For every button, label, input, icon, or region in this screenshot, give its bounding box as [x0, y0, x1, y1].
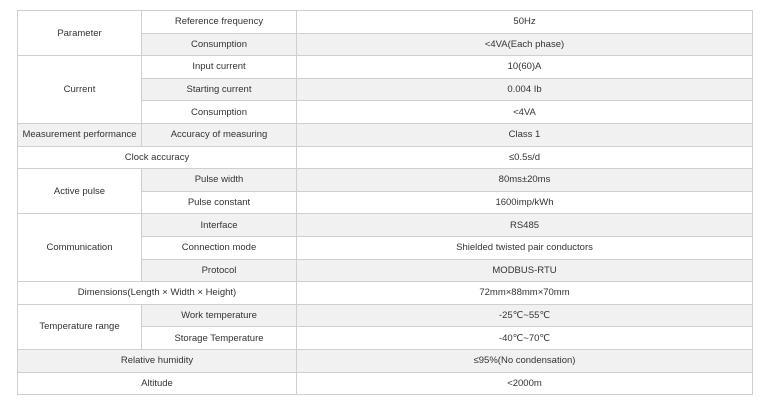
- item-cell: Pulse constant: [142, 191, 297, 214]
- table-row: [18, 169, 753, 192]
- value-cell: <4VA(Each phase): [297, 33, 753, 56]
- value-cell: <2000m: [297, 372, 753, 395]
- group-cell: Active pulse: [18, 169, 142, 214]
- value-cell: <4VA: [297, 101, 753, 124]
- item-cell: Consumption: [142, 33, 297, 56]
- item-cell: Protocol: [142, 259, 297, 282]
- span-label-cell: Dimensions(Length × Width × Height): [18, 282, 297, 305]
- value-cell: 0.004 Ib: [297, 78, 753, 101]
- value-cell: 72mm×88mm×70mm: [297, 282, 753, 305]
- span-label-cell: Altitude: [18, 372, 297, 395]
- table-row: [18, 123, 753, 146]
- value-cell: ≤95%(No condensation): [297, 349, 753, 372]
- item-cell: Interface: [142, 214, 297, 237]
- value-cell: -40℃~70℃: [297, 327, 753, 350]
- item-cell: Reference frequency: [142, 11, 297, 34]
- value-cell: Shielded twisted pair conductors: [297, 236, 753, 259]
- item-cell: Input current: [142, 56, 297, 79]
- value-cell: RS485: [297, 214, 753, 237]
- group-cell: Current: [18, 56, 142, 124]
- table-row: [18, 56, 753, 79]
- item-cell: Work temperature: [142, 304, 297, 327]
- item-cell: Pulse width: [142, 169, 297, 192]
- group-cell: Parameter: [18, 11, 142, 56]
- group-cell: Measurement performance: [18, 123, 142, 146]
- value-cell: Class 1: [297, 123, 753, 146]
- span-label-cell: Clock accuracy: [18, 146, 297, 169]
- span-label-cell: Relative humidity: [18, 349, 297, 372]
- value-cell: MODBUS-RTU: [297, 259, 753, 282]
- value-cell: 80ms±20ms: [297, 169, 753, 192]
- group-cell: Temperature range: [18, 304, 142, 349]
- table-row: [18, 349, 753, 372]
- value-cell: -25℃~55℃: [297, 304, 753, 327]
- item-cell: Consumption: [142, 101, 297, 124]
- table-row: [18, 304, 753, 327]
- specification-table: [17, 10, 753, 395]
- value-cell: 50Hz: [297, 11, 753, 34]
- item-cell: Storage Temperature: [142, 327, 297, 350]
- table-row: [18, 11, 753, 34]
- item-cell: Starting current: [142, 78, 297, 101]
- group-cell: Communication: [18, 214, 142, 282]
- item-cell: Accuracy of measuring: [142, 123, 297, 146]
- value-cell: 1600imp/kWh: [297, 191, 753, 214]
- table-row: [18, 214, 753, 237]
- table-row: [18, 282, 753, 305]
- value-cell: ≤0.5s/d: [297, 146, 753, 169]
- table-row: [18, 372, 753, 395]
- item-cell: Connection mode: [142, 236, 297, 259]
- value-cell: 10(60)A: [297, 56, 753, 79]
- table-row: [18, 146, 753, 169]
